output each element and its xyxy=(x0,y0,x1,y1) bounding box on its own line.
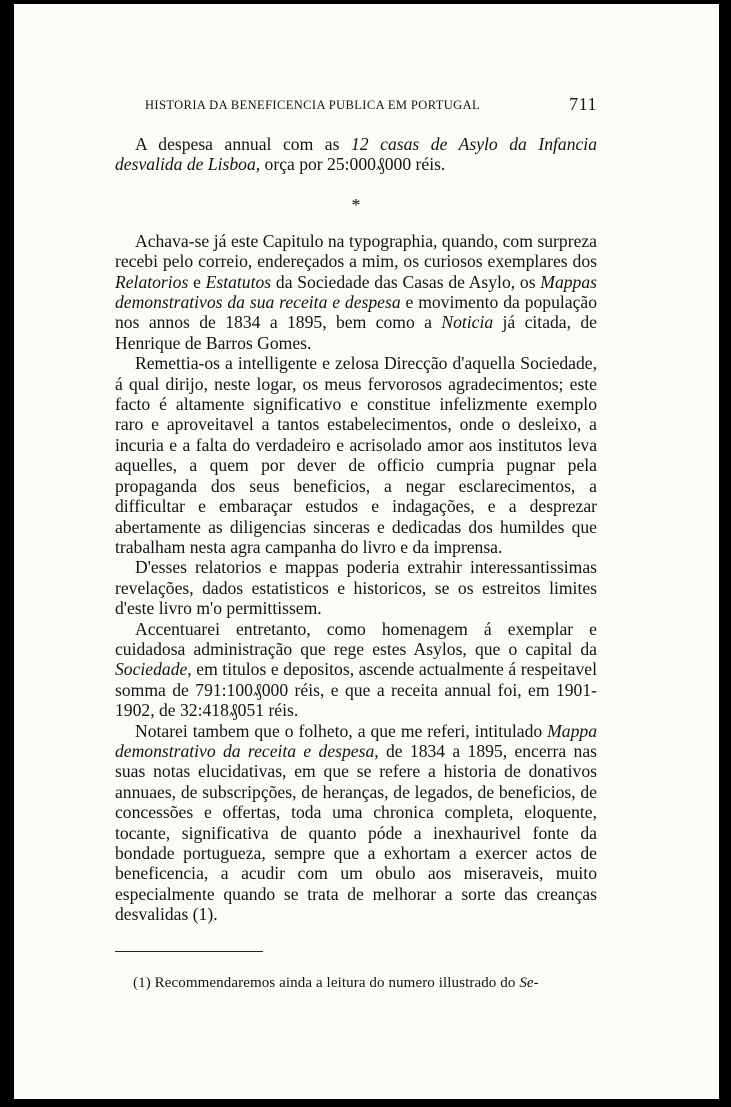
text-run: Notarei tambem que o folheto, a que me referi, intitulado xyxy=(135,720,548,741)
page-number: 711 xyxy=(569,94,597,114)
text-run: Accentuarei entretanto, como homenagem á exemplar e cuidadosa administração que rege estes Asylos, que o capital da xyxy=(115,618,597,659)
section-separator: * xyxy=(351,194,361,215)
italic-run: 12 casas de Asylo da Infancia desvalida de Lisboa, xyxy=(115,134,597,175)
italic-run: Sociedade, xyxy=(115,659,192,680)
italic-run: Mappas demonstrativos da sua receita e despesa xyxy=(115,271,597,313)
footnote xyxy=(115,974,597,992)
italic-run: Estatutos xyxy=(205,271,272,292)
text-run: e xyxy=(188,271,206,292)
paragraph-capital xyxy=(115,619,597,721)
paragraph-expense xyxy=(115,134,597,175)
text-run: (1) Recommendaremos ainda a leitura do numero illustrado do xyxy=(133,974,520,991)
text-run: Achava-se já este Capitulo na typographia, quando, com surpreza recebi pelo correio, endereçados a mim, os curiosos exemplares dos xyxy=(115,230,597,272)
text-run: e movimento da população nos annos de 1834 a 1895, bem como a xyxy=(115,292,598,333)
text-run: orça por 25:000₰000 réis. xyxy=(260,154,446,175)
paragraph-pamphlet xyxy=(115,721,597,925)
book-page xyxy=(14,4,719,1099)
italic-run: Se- xyxy=(519,974,539,991)
text-run: em titulos e depositos, ascende actualmente á respeitavel somma de 791:100₰000 réis, e que a receita annual foi, em 1901-1902, de 32:418₰051 réis. xyxy=(115,659,597,721)
text-run: da Sociedade das Casas de Asylo, os xyxy=(271,271,541,292)
paragraph-reports xyxy=(115,231,597,353)
page-header xyxy=(115,96,597,120)
running-title: HISTORIA DA BENEFICENCIA PUBLICA EM PORTUGAL xyxy=(145,98,481,112)
footnote-divider xyxy=(115,951,263,952)
paragraph-revelations: D'esses relatorios e mappas poderia extrahir interessantissimas revelações, dados estatisticos e historicos, se os estreitos limites d'este livro m'o permittissem. xyxy=(115,557,597,619)
paragraph-thanks: Remettia-os a intelligente e zelosa Direcção d'aquella Sociedade, á qual dirijo, neste logar, os meus fervorosos agradecimentos; este facto é altamente significativo e constitue infelizmente exemplo raro e aproveitavel a tantos estabelecimentos, onde o desleixo, a incuria e a falta do verdadeiro e acrisolado amor aos institutos leva aquelles, a quem por dever de officio cumpria pugnar pela propaganda dos seus beneficios, a negar esclarecimentos, a difficultar e embaraçar estudos e indagações, e a desprezar abertamente as diligencias sinceras e dedicadas dos humildes que trabalham nesta agra campanha do livro e da imprensa. xyxy=(115,353,597,557)
text-run: de 1834 a 1895, encerra nas suas notas elucidativas, em que se refere a historia de donativos annuaes, de subscripções, de heranças, de legados, de beneficios, de concessões e offertas, toda uma chronica completa, eloquente, tocante, significativa de quanto póde a inexhaurivel fonte da bondade portugueza, sempre que a exhortam a exercer actos de beneficencia, a acudir com um obulo aos miseraveis, muito especialmente quando se trata de melhorar a sorte das creanças desvalidas (1). xyxy=(115,740,597,925)
page-content xyxy=(115,96,597,992)
italic-run: Mappa demonstrativo da receita e despesa, xyxy=(115,720,597,761)
body-text xyxy=(115,134,597,925)
text-run: já citada, de Henrique de Barros Gomes. xyxy=(115,312,597,353)
text-run: A despesa annual com as xyxy=(135,134,351,154)
italic-run: Relatorios xyxy=(115,271,189,292)
italic-run: Noticia xyxy=(441,312,494,333)
